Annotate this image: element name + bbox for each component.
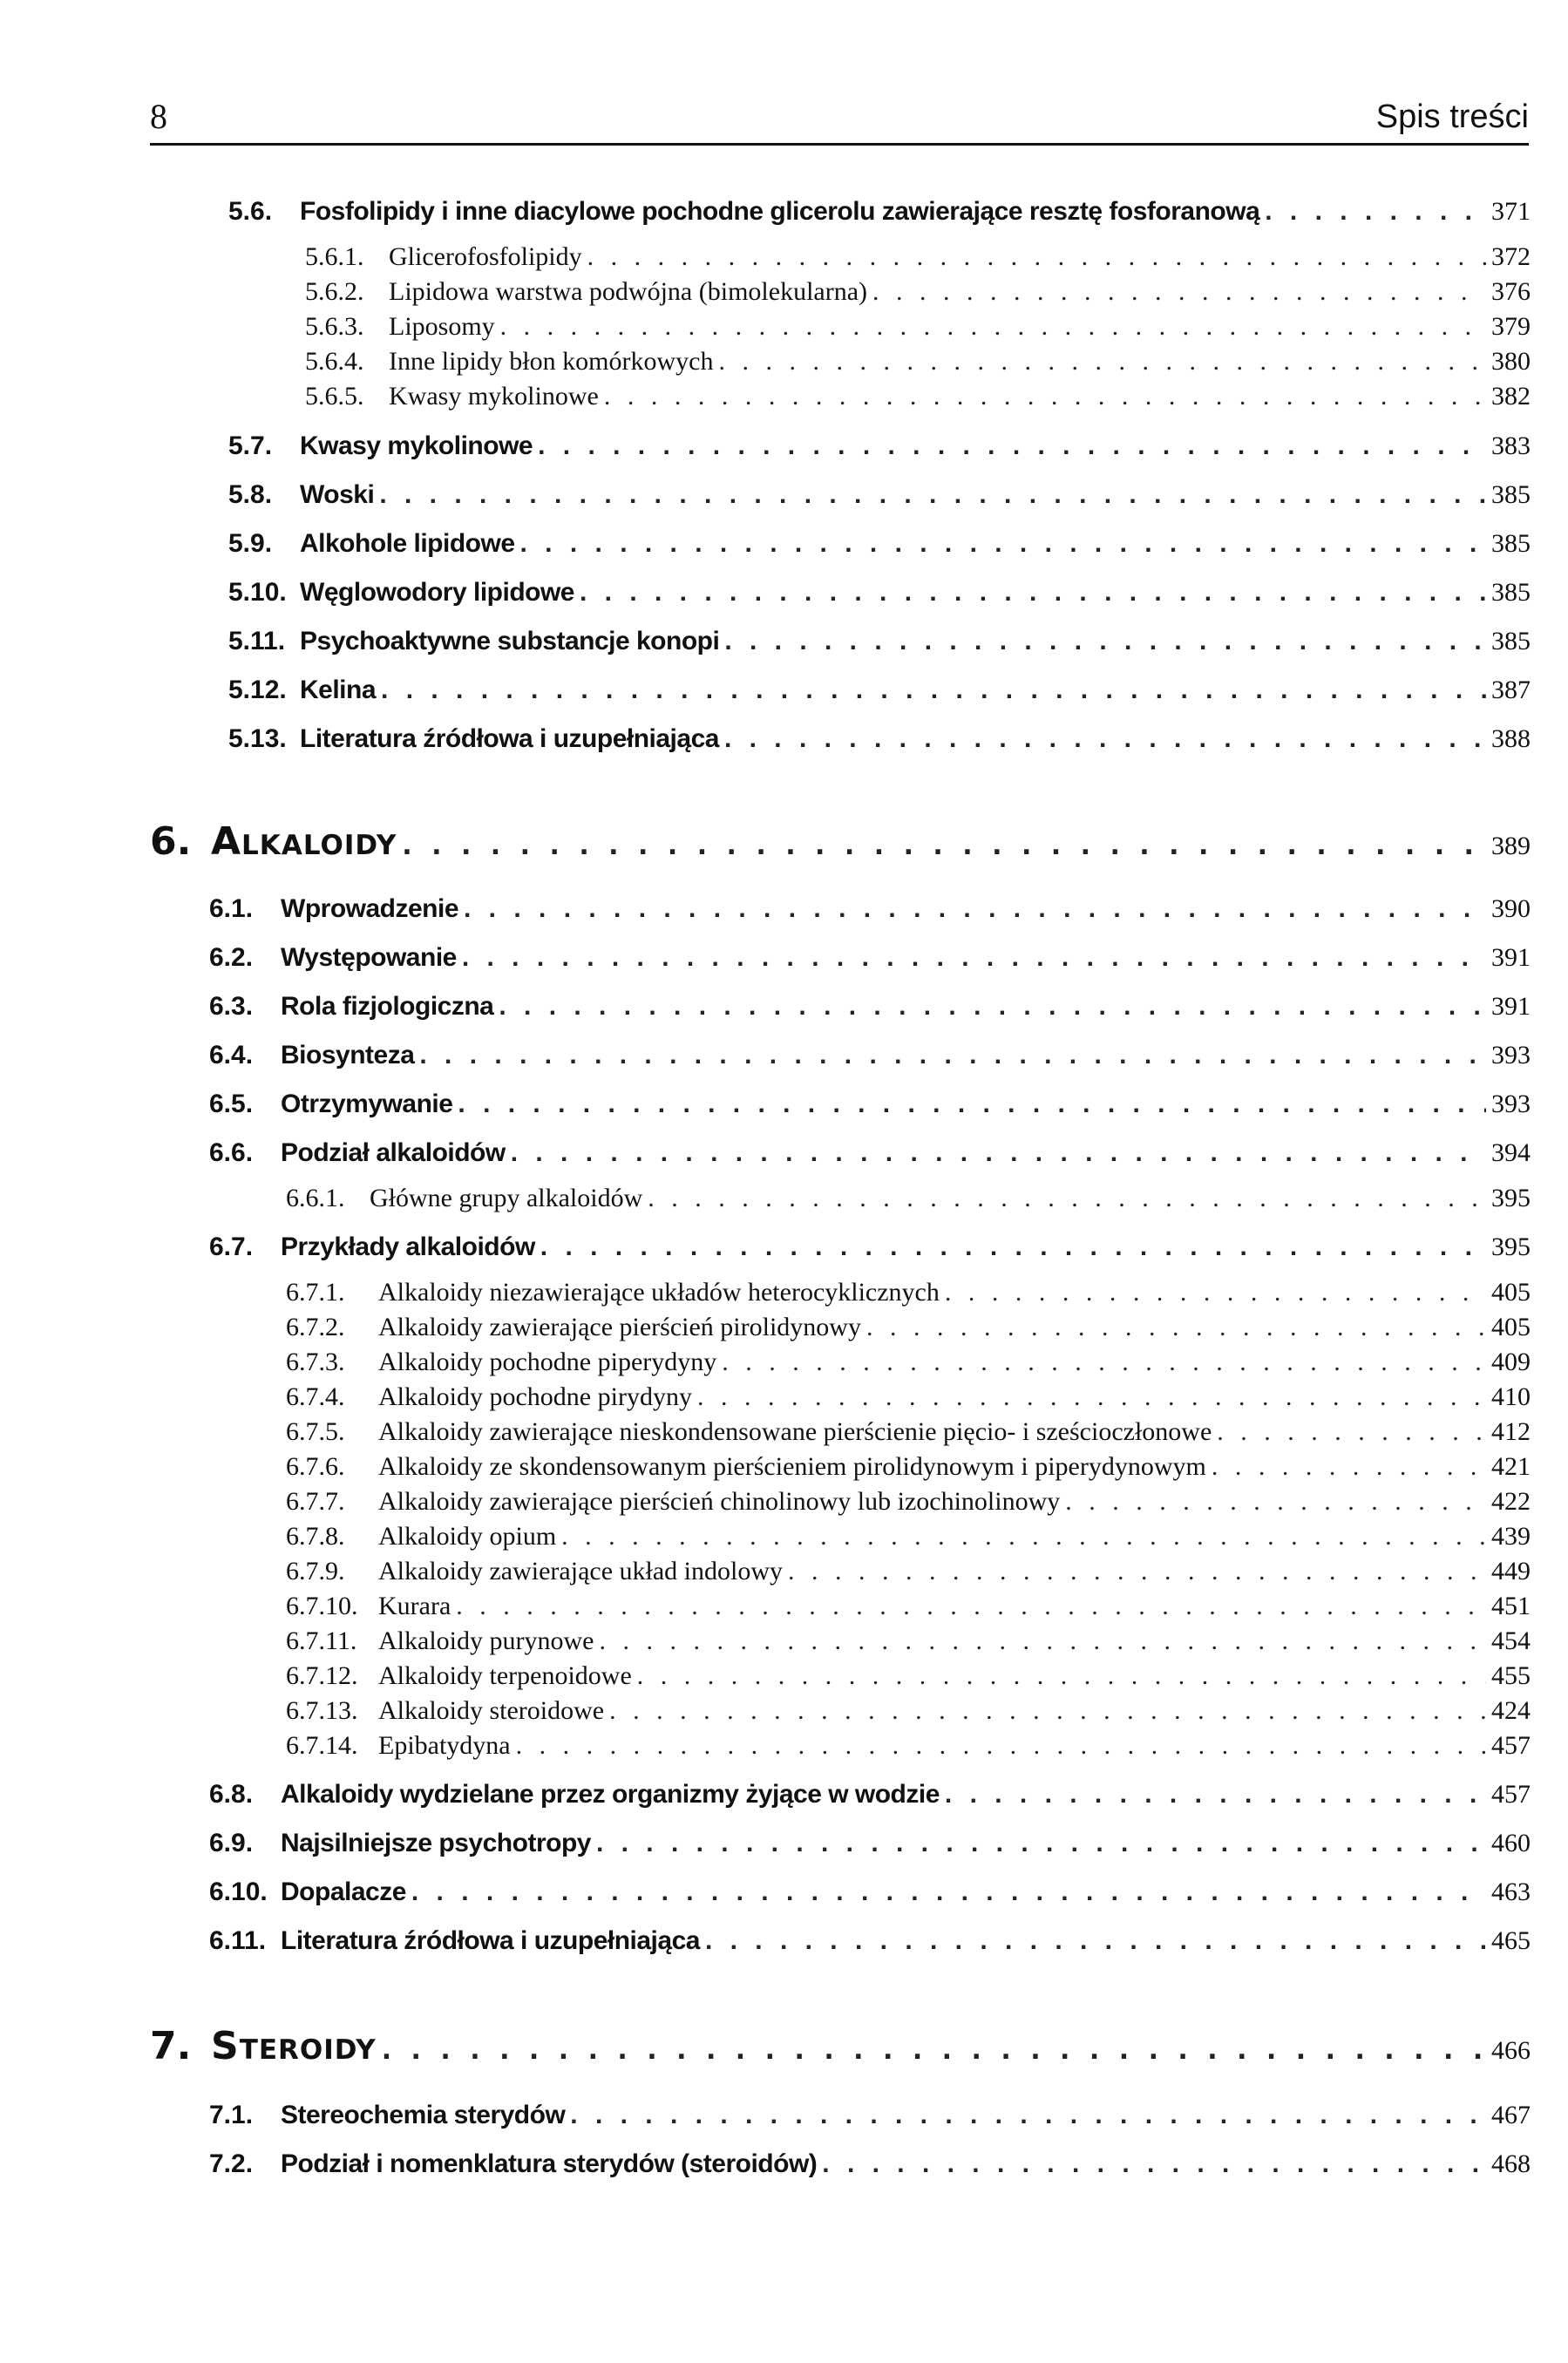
section-title: Alkaloidy zawierające pierścień chinolinowy lub izochinolinowy [378, 1487, 1061, 1516]
page-ref: 451 [1491, 1592, 1531, 1620]
dot-leader [705, 1926, 1486, 1956]
section-title: Dopalacze [281, 1877, 406, 1906]
toc-entry[interactable] [286, 1417, 1531, 1447]
toc-entry[interactable] [228, 676, 1531, 705]
section-number: 6.4. [209, 1041, 254, 1069]
section-number: 6.7.11. [286, 1626, 357, 1655]
section-title: Alkaloidy purynowe [378, 1626, 594, 1655]
section-number: 5.9. [228, 529, 273, 558]
section-number: 6.7.3. [286, 1348, 345, 1376]
page-number: 8 [150, 97, 167, 136]
section-title: Biosynteza [281, 1041, 415, 1069]
dot-leader [637, 1661, 1486, 1691]
dot-leader [1212, 1452, 1486, 1482]
dot-leader [462, 943, 1486, 973]
page-ref: 457 [1491, 1731, 1531, 1760]
section-number: 6.9. [209, 1829, 254, 1857]
toc-entry[interactable] [286, 1696, 1531, 1726]
toc-entry[interactable] [286, 1382, 1531, 1412]
page-ref: 391 [1491, 943, 1531, 972]
section-title: Rola fizjologiczna [281, 992, 494, 1021]
section-number: 5.8. [228, 480, 273, 509]
section-number: 6.5. [209, 1090, 254, 1118]
section-title: Kwasy mykolinowe [389, 382, 599, 411]
header-title: Spis treści [1375, 98, 1529, 135]
toc-entry[interactable] [228, 480, 1531, 510]
toc-entry[interactable] [209, 1090, 1531, 1119]
page-ref: 391 [1491, 992, 1531, 1021]
toc-entry[interactable] [286, 1731, 1531, 1761]
section-title: Fosfolipidy i inne diacylowe pochodne glicerolu zawierające resztę fosforanową [300, 197, 1260, 226]
section-number: 6.11. [209, 1926, 267, 1955]
dot-leader [520, 529, 1486, 559]
page-ref: 376 [1491, 277, 1531, 306]
dot-leader [511, 1138, 1486, 1168]
chapter-number: 7. [150, 2024, 192, 2068]
section-number: 6.7.5. [286, 1417, 345, 1446]
dot-leader [724, 627, 1486, 656]
toc-entry[interactable] [286, 1522, 1531, 1552]
section-number: 5.12. [228, 676, 287, 704]
section-number: 5.10. [228, 578, 287, 607]
dot-leader [538, 431, 1486, 461]
dot-leader [1265, 197, 1486, 227]
section-title: Alkaloidy wydzielane przez organizmy żyjące w wodzie [281, 1780, 940, 1809]
page-ref: 455 [1491, 1661, 1531, 1690]
section-title: Stereochemia sterydów [281, 2101, 566, 2129]
section-number: 6.7.10. [286, 1592, 358, 1620]
dot-leader [570, 2101, 1486, 2130]
page-ref: 379 [1491, 312, 1531, 341]
section-number: 6.7.13. [286, 1696, 358, 1725]
chapter-title: Alkaloidy [211, 819, 397, 864]
section-number: 5.13. [228, 724, 287, 753]
section-title: Alkaloidy niezawierające układów heterocyklicznych [378, 1278, 940, 1307]
dot-leader [379, 480, 1486, 510]
dot-leader [872, 277, 1486, 307]
toc-entry[interactable] [286, 1452, 1531, 1482]
page-ref: 393 [1491, 1041, 1531, 1069]
toc-entry[interactable] [305, 382, 1531, 411]
section-number: 5.6.4. [305, 347, 364, 376]
section-title: Psychoaktywne substancje konopi [300, 627, 720, 655]
section-number: 5.6.1. [305, 242, 364, 271]
page-ref: 467 [1491, 2101, 1531, 2129]
toc-entry[interactable] [209, 1829, 1531, 1858]
dot-leader [722, 1348, 1486, 1377]
section-number: 7.1. [209, 2101, 254, 2129]
section-title: Kwasy mykolinowe [300, 431, 533, 460]
section-title: Alkaloidy opium [378, 1522, 557, 1551]
dot-leader [599, 1626, 1486, 1656]
page-ref: 422 [1491, 1487, 1531, 1516]
section-title: Główne grupy alkaloidów [370, 1184, 643, 1212]
page-ref: 388 [1491, 724, 1531, 753]
section-number: 6.7.9. [286, 1557, 345, 1586]
section-title: Alkaloidy terpenoidowe [378, 1661, 632, 1690]
dot-leader [499, 992, 1486, 1022]
page-ref: 385 [1491, 627, 1531, 655]
dot-leader [609, 1696, 1486, 1726]
toc-entry[interactable] [286, 1557, 1531, 1586]
section-number: 6.7. [209, 1232, 254, 1261]
dot-leader [822, 2149, 1486, 2179]
toc-entry[interactable] [209, 992, 1531, 1022]
dot-leader [500, 312, 1486, 342]
page-ref: 439 [1491, 1522, 1531, 1551]
page-ref: 385 [1491, 529, 1531, 558]
section-number: 5.7. [228, 431, 273, 460]
section-number: 6.7.14. [286, 1731, 358, 1760]
toc-entry[interactable] [228, 627, 1531, 656]
page-ref: 405 [1491, 1278, 1531, 1307]
page-ref: 393 [1491, 1090, 1531, 1118]
toc-entry[interactable] [209, 894, 1531, 924]
toc-entry[interactable] [286, 1592, 1531, 1621]
section-title: Glicerofosfolipidy [389, 242, 582, 271]
section-title: Alkaloidy zawierające nieskondensowane pierścienie pięcio- i sześcioczłonowe [378, 1417, 1212, 1446]
toc-entry[interactable] [209, 1041, 1531, 1070]
section-title: Alkaloidy zawierające układ indolowy [378, 1557, 784, 1586]
toc-entry[interactable] [209, 2101, 1531, 2130]
chapter-number: 6. [150, 819, 192, 864]
dot-leader [381, 676, 1486, 705]
dot-leader [604, 382, 1486, 411]
dot-leader [1217, 1417, 1486, 1447]
toc-entry[interactable] [228, 724, 1531, 754]
section-number: 6.2. [209, 943, 254, 972]
toc-entry[interactable] [228, 529, 1531, 559]
page-ref: 410 [1491, 1382, 1531, 1411]
toc-entry[interactable] [209, 1138, 1531, 1168]
page-ref: 394 [1491, 1138, 1531, 1167]
page-ref: 409 [1491, 1348, 1531, 1376]
section-number: 6.1. [209, 894, 254, 923]
dot-leader [561, 1522, 1486, 1552]
toc-entry[interactable] [209, 1232, 1531, 1262]
section-number: 6.6. [209, 1138, 254, 1167]
page-ref: 380 [1491, 347, 1531, 376]
section-number: 7.2. [209, 2149, 254, 2178]
section-title: Liposomy [389, 312, 495, 341]
section-title: Lipidowa warstwa podwójna (bimolekularna) [389, 277, 868, 306]
section-number: 5.6. [228, 197, 273, 226]
section-number: 6.10. [209, 1877, 268, 1906]
page-ref: 387 [1491, 676, 1531, 704]
toc-entry[interactable] [228, 578, 1531, 608]
section-number: 6.7.2. [286, 1313, 345, 1341]
page-ref: 390 [1491, 894, 1531, 923]
toc-entry[interactable] [286, 1313, 1531, 1342]
page-ref: 460 [1491, 1829, 1531, 1857]
toc-entry[interactable] [286, 1487, 1531, 1517]
section-number: 6.7.8. [286, 1522, 345, 1551]
dot-leader [648, 1184, 1486, 1213]
page-ref: 385 [1491, 578, 1531, 607]
dot-leader [697, 1382, 1486, 1412]
page-ref: 424 [1491, 1696, 1531, 1725]
chapter-title: Steroidy [211, 2024, 377, 2068]
dot-leader [596, 1829, 1486, 1858]
section-title: Wprowadzenie [281, 894, 459, 923]
section-number: 5.11. [228, 627, 286, 655]
page-ref: 383 [1491, 431, 1531, 460]
section-title: Podział i nomenklatura sterydów (steroidów) [281, 2149, 818, 2178]
toc-entry[interactable] [209, 943, 1531, 973]
dot-leader [419, 1041, 1486, 1070]
dot-leader [580, 578, 1486, 608]
toc-entry[interactable] [305, 242, 1531, 272]
dot-leader [464, 894, 1486, 924]
toc-entry[interactable] [209, 1877, 1531, 1907]
toc-entry[interactable] [286, 1348, 1531, 1377]
section-number: 6.6.1. [286, 1184, 345, 1212]
page-ref: 395 [1491, 1232, 1531, 1261]
section-title: Występowanie [281, 943, 457, 972]
section-title: Epibatydyna [378, 1731, 511, 1760]
dot-leader [458, 1090, 1486, 1119]
section-title: Węglowodory lipidowe [300, 578, 574, 607]
dot-leader [945, 1780, 1486, 1810]
section-title: Literatura źródłowa i uzupełniająca [300, 724, 719, 753]
dot-leader [587, 242, 1486, 272]
page-ref: 465 [1491, 1926, 1531, 1955]
toc-entry[interactable] [209, 1780, 1531, 1810]
toc-entry[interactable] [305, 347, 1531, 377]
section-title: Alkohole lipidowe [300, 529, 515, 558]
page-ref: 382 [1491, 382, 1531, 411]
toc-entry[interactable] [228, 431, 1531, 461]
section-title: Woski [300, 480, 375, 509]
page-ref: 468 [1491, 2149, 1531, 2178]
dot-leader [456, 1592, 1486, 1621]
section-number: 6.7.7. [286, 1487, 345, 1516]
toc-entry[interactable] [228, 197, 1531, 227]
section-title: Alkaloidy pochodne piperydyny [378, 1348, 717, 1376]
dot-leader [516, 1731, 1486, 1761]
toc-entry[interactable] [305, 312, 1531, 342]
section-number: 6.7.12. [286, 1661, 358, 1690]
chapter-heading[interactable] [150, 819, 1531, 864]
toc-entry[interactable] [286, 1278, 1531, 1307]
toc-entry[interactable] [209, 2149, 1531, 2179]
page-ref: 463 [1491, 1877, 1531, 1906]
section-title: Literatura źródłowa i uzupełniająca [281, 1926, 700, 1955]
dot-leader [1065, 1487, 1486, 1517]
page-ref: 421 [1491, 1452, 1531, 1481]
page-ref: 372 [1491, 242, 1531, 271]
page-ref: 395 [1491, 1184, 1531, 1212]
toc-entry[interactable] [286, 1184, 1531, 1213]
section-number: 6.7.6. [286, 1452, 345, 1481]
page-ref: 466 [1491, 2036, 1531, 2065]
page-ref: 454 [1491, 1626, 1531, 1655]
page-ref: 389 [1491, 832, 1531, 860]
dot-leader [866, 1313, 1486, 1342]
section-title: Podział alkaloidów [281, 1138, 506, 1167]
section-title: Alkaloidy steroidowe [378, 1696, 605, 1725]
section-number: 5.6.3. [305, 312, 364, 341]
section-number: 6.3. [209, 992, 254, 1021]
page-ref: 412 [1491, 1417, 1531, 1446]
section-title: Przykłady alkaloidów [281, 1232, 535, 1261]
section-title: Kelina [300, 676, 377, 704]
section-title: Otrzymywanie [281, 1090, 453, 1118]
dot-leader [945, 1278, 1486, 1307]
section-number: 6.7.4. [286, 1382, 345, 1411]
dot-leader [788, 1557, 1486, 1586]
dot-leader [540, 1232, 1486, 1262]
page-ref: 371 [1491, 197, 1531, 226]
section-number: 6.7.1. [286, 1278, 345, 1307]
chapter-heading[interactable] [150, 2024, 1531, 2068]
page-ref: 385 [1491, 480, 1531, 509]
section-title: Alkaloidy pochodne pirydyny [378, 1382, 692, 1411]
page-ref: 405 [1491, 1313, 1531, 1341]
toc-entry[interactable] [286, 1661, 1531, 1691]
section-title: Inne lipidy błon komórkowych [389, 347, 714, 376]
section-title: Alkaloidy ze skondensowanym pierścieniem pirolidynowym i piperydynowym [378, 1452, 1206, 1481]
dot-leader [724, 724, 1486, 754]
section-title: Najsilniejsze psychotropy [281, 1829, 591, 1857]
page-header [150, 94, 1529, 146]
section-title: Kurara [378, 1592, 451, 1620]
dot-leader [718, 347, 1486, 377]
toc-entry[interactable] [209, 1926, 1531, 1956]
section-title: Alkaloidy zawierające pierścień pirolidynowy [378, 1313, 861, 1341]
toc-entry[interactable] [305, 277, 1531, 307]
dot-leader [411, 1877, 1486, 1907]
dot-leader [382, 2035, 1486, 2066]
section-number: 5.6.2. [305, 277, 364, 306]
section-number: 6.8. [209, 1780, 254, 1809]
page-ref: 449 [1491, 1557, 1531, 1586]
page-ref: 457 [1491, 1780, 1531, 1809]
dot-leader [402, 831, 1486, 861]
section-number: 5.6.5. [305, 382, 364, 411]
toc-entry[interactable] [286, 1626, 1531, 1656]
